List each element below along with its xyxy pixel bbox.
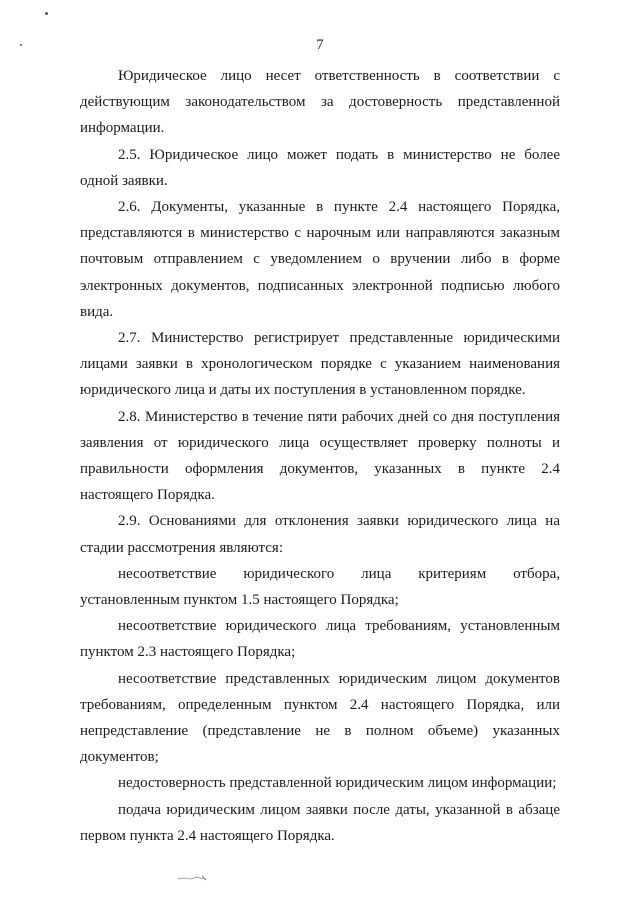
page-number: 7 [316, 37, 324, 53]
paragraph-2-8: 2.8. Министерство в течение пяти рабочих дней со дня поступления заявления от юридического лица осуществляет проверку полноты и правильности оформления документов, указанных в пункте 2.4 настоящего Порядка. [80, 408, 560, 504]
paragraph-2-6: 2.6. Документы, указанные в пункте 2.4 настоящего Порядка, представляются в министерство с нарочным или направляются заказным почтовым отправлением с уведомлением о вручении либо в форме электронных документов, подписанных электронной подписью любого вида. [80, 199, 560, 320]
paragraph-responsibility: Юридическое лицо несет ответственность в соответствии с действующим законодательством за достоверность представленной информации. [80, 68, 560, 137]
paragraph-2-9: 2.9. Основаниями для отклонения заявки юридического лица на стадии рассмотрения являются: [80, 513, 560, 556]
document-body [80, 63, 560, 849]
rejection-ground-late-submission: подача юридическим лицом заявки после даты, указанной в абзаце первом пункта 2.4 настоящего Порядка. [80, 801, 560, 844]
scan-speck [45, 12, 48, 15]
rejection-ground-requirements: несоответствие юридического лица требованиям, установленным пунктом 2.3 настоящего Порядка; [80, 618, 560, 661]
rejection-ground-documents: несоответствие представленных юридическим лицом документов требованиям, определенным пунктом 2.4 настоящего Порядка, или непредставление (представление не в полном объеме) указанных документов; [80, 670, 560, 766]
scan-artifact-mark [177, 874, 217, 882]
rejection-ground-criteria: несоответствие юридического лица критериям отбора, установленным пунктом 1.5 настоящего Порядка; [80, 565, 560, 609]
paragraph-2-5: 2.5. Юридическое лицо может подать в министерство не более одной заявки. [80, 146, 560, 189]
rejection-ground-unreliable-info: недостоверность представленной юридическим лицом информации; [118, 775, 557, 792]
paragraph-2-7: 2.7. Министерство регистрирует представленные юридическими лицами заявки в хронологическом порядке с указанием наименования юридического лица и даты их поступления в установленном порядке. [80, 330, 560, 399]
